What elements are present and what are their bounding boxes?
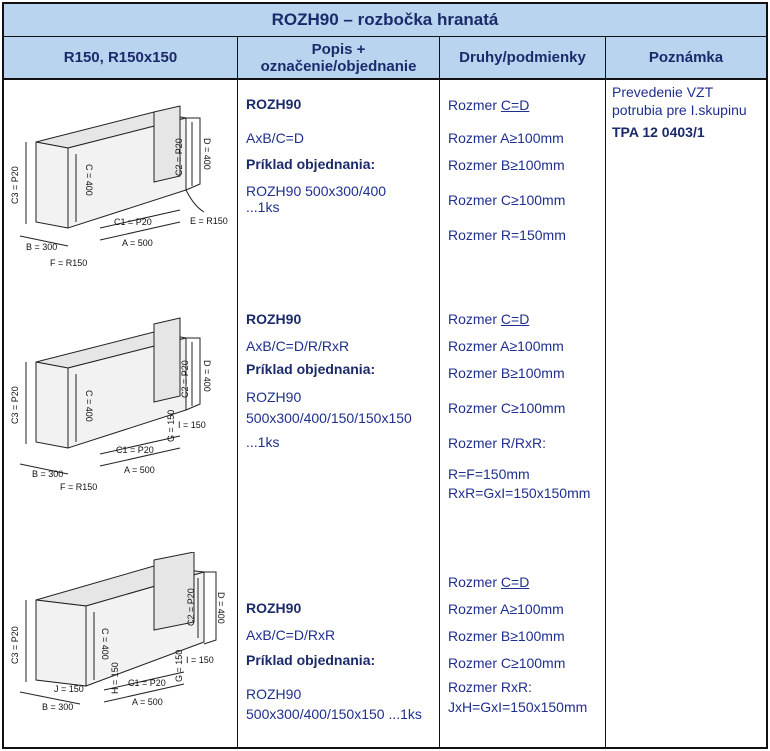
description-cell-2	[246, 309, 436, 479]
description-cell-3	[246, 598, 436, 728]
condition-cd	[448, 311, 529, 328]
note-standard: TPA 12 0403/1	[612, 124, 705, 140]
dim-label: B = 300	[26, 242, 58, 252]
duct-branch-figure-2	[4, 314, 236, 499]
condition: RxR=GxI=150x150mm	[448, 485, 591, 501]
dim-label: D = 400	[202, 360, 212, 392]
condition: Rozmer RxR:	[448, 679, 533, 695]
dim-label: A = 500	[124, 465, 155, 475]
dim-label: C3 = P20	[10, 626, 20, 664]
dim-label: I = 150	[186, 655, 214, 665]
condition: R=F=150mm	[448, 466, 530, 482]
dim-label: E = R150	[190, 216, 228, 226]
dim-label: C1 = P20	[116, 445, 154, 455]
dimension-formula: AxB/C=D/RxR	[246, 627, 336, 643]
dim-label: H = 150	[110, 662, 120, 694]
note-line: Prevedenie VZT	[612, 84, 714, 100]
dim-label: C3 = P20	[10, 386, 20, 424]
condition-value: C=D	[500, 311, 530, 327]
dim-label: G = 150	[174, 649, 184, 682]
condition: Rozmer C≥100mm	[448, 655, 566, 671]
product-code: ROZH90	[246, 311, 302, 327]
dim-label: G = 150	[166, 409, 176, 442]
conditions-cell-3	[448, 572, 603, 732]
dimension-formula: AxB/C=D	[246, 130, 304, 146]
table-title: ROZH90 – rozbočka hranatá	[4, 4, 766, 37]
example-label: Príklad objednania:	[246, 652, 376, 668]
dim-label: A = 500	[132, 697, 163, 707]
dim-label: C = 400	[84, 164, 94, 196]
condition: Rozmer A≥100mm	[448, 130, 564, 146]
dim-label: J = 150	[54, 684, 84, 694]
dim-label: C2 = P20	[174, 138, 184, 176]
example-line: ...1ks	[246, 199, 280, 215]
product-table	[2, 2, 768, 749]
example-line: 500x300/400/150/150x150	[246, 410, 412, 426]
duct-branch-figure-1	[4, 94, 236, 279]
example-line: ROZH90	[246, 686, 302, 702]
example-line: ROZH90 500x300/400	[246, 183, 387, 199]
condition: Rozmer A≥100mm	[448, 338, 564, 354]
condition: JxH=GxI=150x150mm	[448, 699, 588, 715]
condition-value: C=D	[500, 97, 530, 113]
condition: Rozmer R/RxR:	[448, 435, 547, 451]
duct-branch-figure-3	[4, 552, 236, 737]
dim-label: I = 150	[178, 420, 206, 430]
condition: Rozmer B≥100mm	[448, 628, 565, 644]
column-divider	[605, 37, 606, 749]
condition: Rozmer C≥100mm	[448, 400, 566, 416]
condition-prefix: Rozmer	[448, 574, 501, 590]
note-cell	[612, 84, 767, 154]
dim-label: B = 300	[42, 702, 74, 712]
header-conditions: Druhy/podmienky	[440, 37, 605, 80]
dim-label: A = 500	[122, 238, 153, 248]
header-description-line2: označenie/objednanie	[260, 57, 417, 75]
example-line: 500x300/400/150x150 ...1ks	[246, 706, 422, 722]
dim-label: C = 400	[100, 628, 110, 660]
condition: Rozmer R=150mm	[448, 227, 566, 243]
note-line: potrubia pre I.skupinu	[612, 102, 747, 118]
dim-label: C3 = P20	[10, 166, 20, 204]
condition: Rozmer A≥100mm	[448, 601, 564, 617]
condition: Rozmer B≥100mm	[448, 365, 565, 381]
dim-label: B = 300	[32, 469, 64, 479]
conditions-cell-1	[448, 94, 603, 294]
example-line: ...1ks	[246, 434, 280, 450]
dim-label: C2 = P20	[186, 588, 196, 626]
product-code: ROZH90	[246, 96, 302, 112]
conditions-cell-2	[448, 309, 603, 509]
dim-label: C1 = P20	[128, 678, 166, 688]
header-description-line1: Popis +	[311, 40, 366, 58]
condition: Rozmer B≥100mm	[448, 157, 565, 173]
dim-label: D = 400	[202, 138, 212, 170]
dim-label: D = 400	[216, 592, 226, 624]
condition-cd	[448, 97, 529, 114]
dim-label: F = R150	[50, 258, 88, 268]
column-divider	[237, 37, 238, 749]
condition: Rozmer C≥100mm	[448, 192, 566, 208]
dim-label: F = R150	[60, 482, 98, 492]
column-divider	[439, 37, 440, 749]
header-description	[238, 37, 439, 80]
condition-prefix: Rozmer	[448, 97, 501, 113]
condition-value: C=D	[500, 574, 530, 590]
product-code: ROZH90	[246, 600, 302, 616]
dim-label: C = 400	[84, 390, 94, 422]
condition-prefix: Rozmer	[448, 311, 501, 327]
header-note: Poznámka	[606, 37, 766, 80]
dim-label: C2 = P20	[180, 360, 190, 398]
header-variant: R150, R150x150	[4, 37, 237, 80]
condition-cd	[448, 574, 529, 591]
example-label: Príklad objednania:	[246, 156, 376, 172]
dim-label: C1 = P20	[114, 217, 152, 227]
example-line: ROZH90	[246, 389, 302, 405]
example-label: Príklad objednania:	[246, 361, 376, 377]
dimension-formula: AxB/C=D/R/RxR	[246, 338, 350, 354]
description-cell-1	[246, 94, 436, 294]
